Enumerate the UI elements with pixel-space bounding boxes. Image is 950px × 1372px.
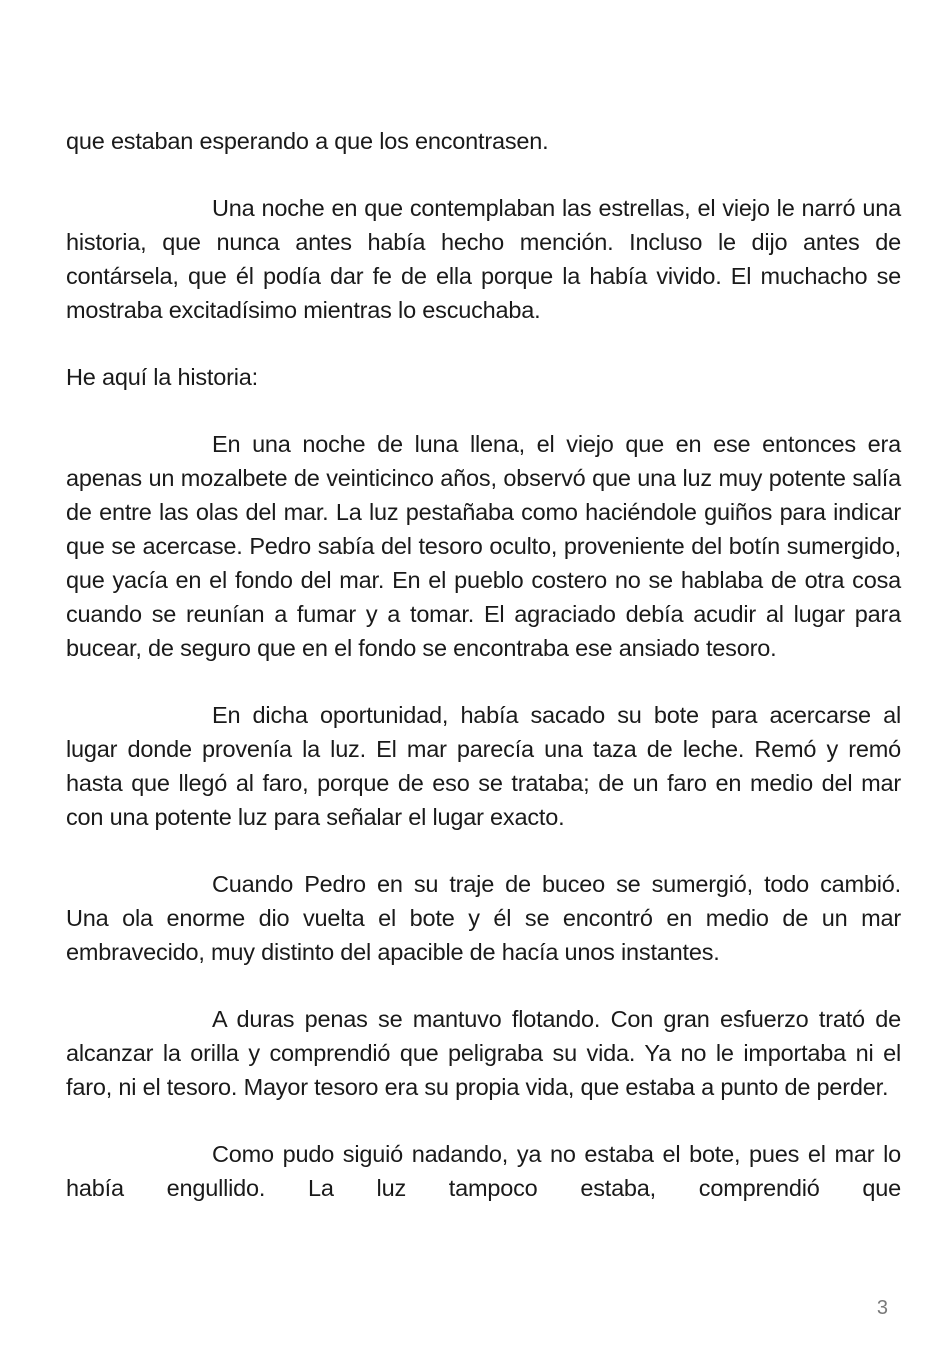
paragraph-story-intro: He aquí la historia: <box>66 364 258 390</box>
paragraph-full-moon: En una noche de luna llena, el viejo que en ese entonces era apenas un mozalbete de veinticinco años, observó que una luz muy potente salía de entre las olas del mar. La luz pestañaba como haciéndole guiños para indicar que se acercase. Pedro sabía del tesoro oculto, proveniente del botín sumergido, que yacía en el fondo del mar. En el pueblo costero no se hablaba de otra cosa cuando se reunían a fumar y a tomar. El agraciado debía acudir al lugar para bucear, de seguro que en el fondo se encontraba ese ansiado tesoro. <box>66 431 901 661</box>
paragraph-continuation: que estaban esperando a que los encontrasen. <box>66 128 549 154</box>
paragraph-swimming: Como pudo siguió nadando, ya no estaba el bote, pues el mar lo había engullido. La luz tampoco estaba, comprendió que <box>66 1141 901 1201</box>
paragraph-dive: Cuando Pedro en su traje de buceo se sumergió, todo cambió. Una ola enorme dio vuelta el bote y él se encontró en medio de un mar embravecido, muy distinto del apacible de hacía unos instantes. <box>66 871 901 965</box>
page-number: 3 <box>876 1297 888 1319</box>
paragraph-boat: En dicha oportunidad, había sacado su bote para acercarse al lugar donde provenía la luz. El mar parecía una taza de leche. Remó y remó hasta que llegó al faro, porque de eso se trataba; de un faro en medio del mar con una potente luz para señalar el lugar exacto. <box>66 702 901 830</box>
paragraph-stars-night: Una noche en que contemplaban las estrellas, el viejo le narró una historia, que nunca antes había hecho mención. Incluso le dijo antes de contársela, que él podía dar fe de ella porque la había vivido. El muchacho se mostraba excitadísimo mientras lo escuchaba. <box>66 195 901 323</box>
paragraph-floating: A duras penas se mantuvo flotando. Con gran esfuerzo trató de alcanzar la orilla y comprendió que peligraba su vida. Ya no le importaba ni el faro, ni el tesoro. Mayor tesoro era su propia vida, que estaba a punto de perder. <box>66 1006 901 1100</box>
body-text <box>66 124 901 1205</box>
